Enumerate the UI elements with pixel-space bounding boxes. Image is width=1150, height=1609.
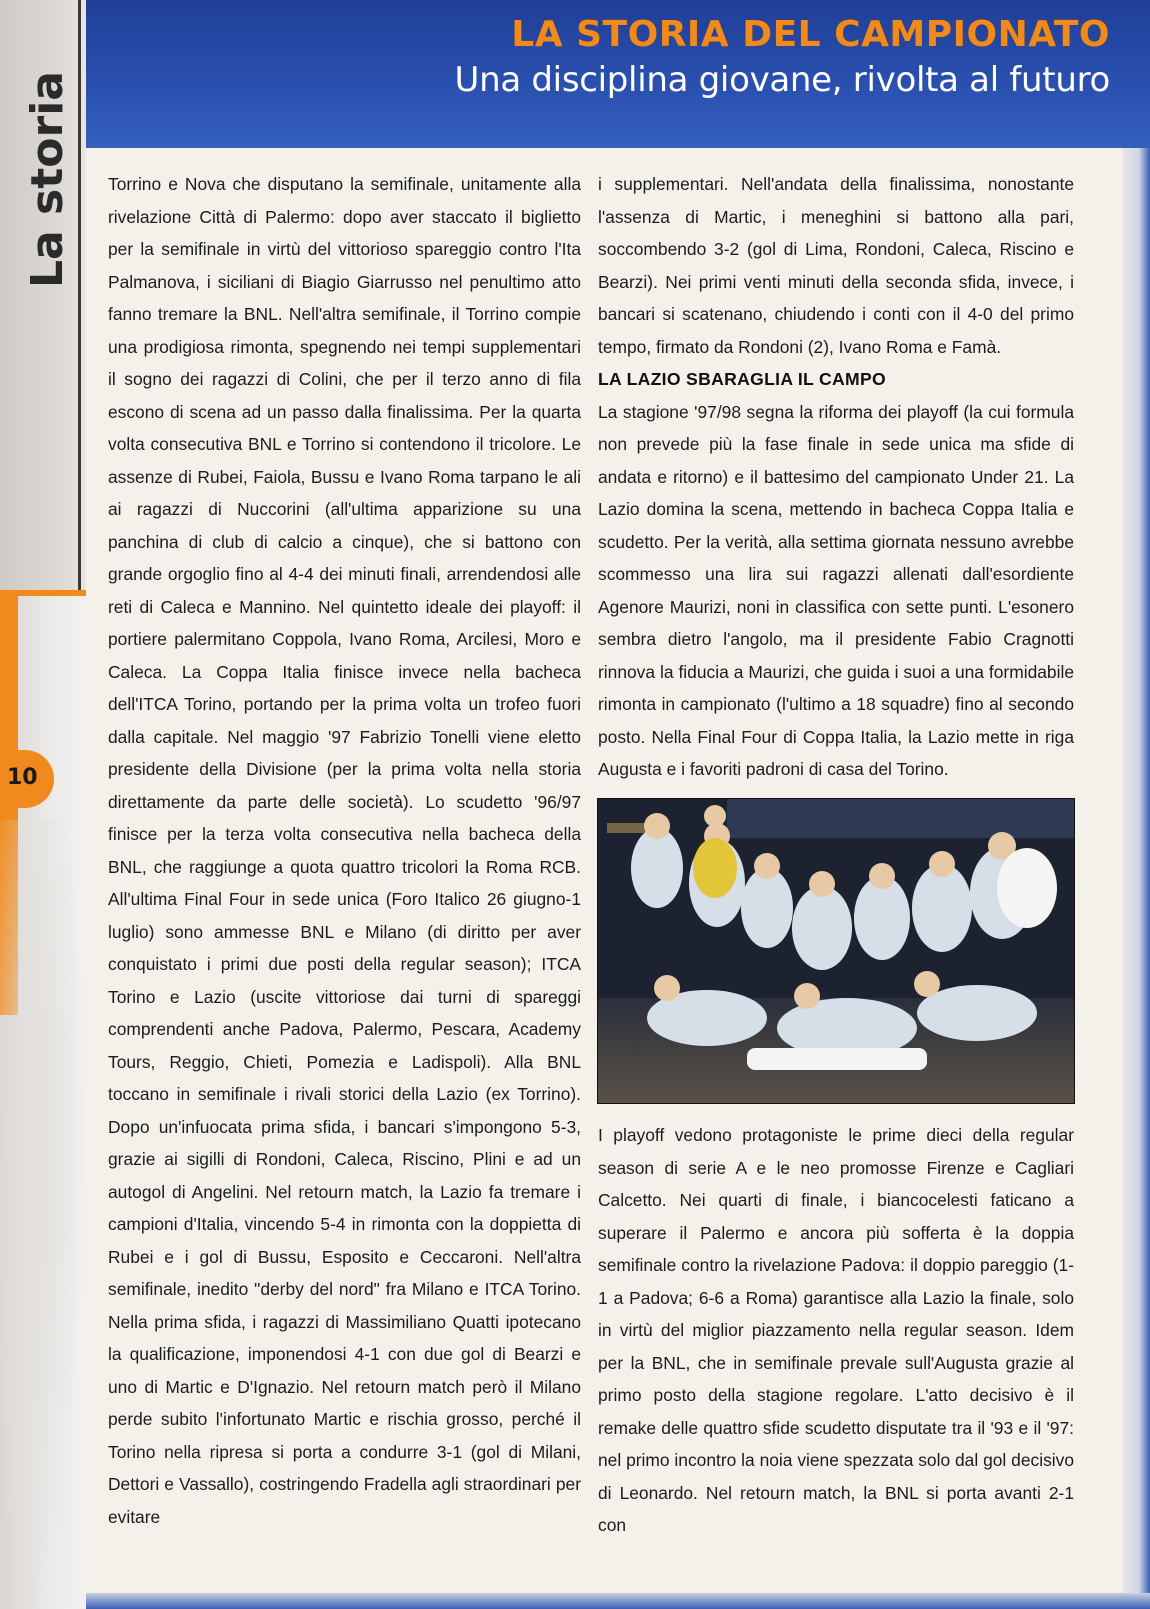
article-right-column — [598, 168, 1074, 786]
sidebar-divider-line — [78, 0, 81, 590]
right-edge-strip — [1122, 148, 1150, 1609]
team-photo-illustration — [597, 798, 1075, 1104]
section-heading: LA LAZIO SBARAGLIA IL CAMPO — [598, 369, 886, 389]
sidebar-background-photo — [0, 820, 86, 1609]
page-title: LA STORIA DEL CAMPIONATO — [511, 14, 1110, 55]
page-subtitle: Una disciplina giovane, rivolta al futuro — [454, 60, 1110, 100]
article-left-column — [108, 168, 581, 1533]
bottom-edge-strip — [86, 1593, 1150, 1609]
article-paragraph: i supplementari. Nell'andata della finalissima, nonostante l'assenza di Martic, i meneghini si battono alla pari, soccombendo 3-2 (gol di Lima, Rondoni, Caleca, Riscino e Bearzi). Nei primi venti minuti della seconda sfida, invece, i bancari si scatenano, chiudendo i conti con il 4-0 del primo tempo, firmato da Rondoni (2), Ivano Roma e Famà. — [598, 174, 1074, 357]
article-paragraph: La stagione '97/98 segna la riforma dei playoff (la cui formula non prevede più la fase finale in sede unica ma sfide di andata e ritorno) e il battesimo del campionato Under 21. La Lazio domina la scena, mettendo in bacheca Coppa Italia e scudetto. Per la verità, alla settima giornata nessuno avrebbe scommesso una lira sui ragazzi allenati dall'esordiente Agenore Maurizi, noni in classifica con sette punti. L'esonero sembra dietro l'angolo, ma il presidente Fabio Cragnotti rinnova la fiducia a Maurizi, che guida i suoi a una formidabile rimonta in campionato (l'ultimo a 18 squadre) fino al secondo posto. Nella Final Four di Coppa Italia, la Lazio mette in riga Augusta e i favoriti padroni di casa del Torino. — [598, 401, 1074, 779]
header-band — [86, 0, 1150, 148]
article-paragraph: Torrino e Nova che disputano la semifinale, unitamente alla rivelazione Città di Palermo: dopo aver staccato il biglietto per la semifinale in virtù del vittorioso spareggio contro l'Ita Palmanova, i siciliani di Biagio Giarrusso nel penultimo atto fanno tremare la BNL. Nell'altra semifinale, il Torrino compie una prodigiosa rimonta, spegnendo nei tempi supplementari il sogno dei ragazzi di Colini, che per il terzo anno di fila escono di scena ad un passo dalla finalissima. Per la quarta volta consecutiva BNL e Torrino si contendono il tricolore. Le assenze di Rubei, Faiola, Bussu e Ivano Roma tarpano le ali ai ragazzi di Nuccorini (all'ultima apparizione su una panchina di club di calcio a cinque), che si battono con grande orgoglio fino al 4-4 dei minuti finali, arrendendosi alle reti di Caleca e Mannino. Nel quintetto ideale dei playoff: il portiere palermitano Coppola, Ivano Roma, Arcilesi, Moro e Caleca. La Coppa Italia finisce invece nella bacheca dell'ITCA Torino, portando per la prima volta un trofeo fuori dalla capitale. Nel maggio '97 Fabrizio Tonelli viene eletto presidente della Divisione (per la prima volta nella storia direttamente da parte delle società). Lo scudetto '96/97 finisce per la terza volta consecutiva nella bacheca della BNL, che raggiunge a quota quattro tricolori la Roma RCB. All'ultima Final Four in sede unica (Foro Italico 26 giugno-1 luglio) sono ammesse BNL e Milano (di diritto per aver conquistato i primi due posti della regular season); ITCA Torino e Lazio (uscite vittoriose dai turni di spareggi comprendenti anche Padova, Palermo, Pescara, Academy Tours, Reggio, Chieti, Pomezia e Ladispoli). Alla BNL toccano in semifinale i rivali storici della Lazio (ex Torrino). Dopo un'infuocata prima sfida, i bancari s'impongono 5-3, grazie ai sigilli di Rondoni, Caleca, Riscino, Plini e ad un autogol di Angelini. Nel retourn match, la Lazio fa tremare i campioni d'Italia, vincendo 5-4 in rimonta con la doppietta di Rubei e i gol di Bussu, Esposito e Ceccaroni. Nell'altra semifinale, inedito "derby del nord" fra Milano e ITCA Torino. Nella prima sfida, i ragazzi di Massimiliano Quatti ipotecano la qualificazione, imponendosi 4-1 con due gol di Bearzi e uno di Martic e D'Ignazio. Nel retourn match però il Milano perde subito l'infortunato Martic e rischia grosso, perché il Torino nella ripresa si porta a condurre 3-1 (gol di Milani, Dettori e Vassallo), costringendo Fradella agli straordinari per evitare — [108, 174, 581, 1527]
team-photo — [597, 798, 1075, 1104]
article-right-column-continued — [598, 1119, 1074, 1542]
page-number: 10 — [7, 765, 38, 790]
section-label: La storia — [22, 71, 73, 288]
article-paragraph: I playoff vedono protagoniste le prime dieci della regular season di serie A e le neo promosse Firenze e Cagliari Calcetto. Nei quarti di finale, i biancocelesti faticano a superare il Palermo e ancora più sofferta è la doppia semifinale contro la rivelazione Padova: il doppio pareggio (1-1 a Padova; 6-6 a Roma) garantisce alla Lazio la finale, solo in virtù del miglior piazzamento nella regular season. Idem per la BNL, che in semifinale prevale sull'Augusta grazie al primo posto della stagione regolare. L'atto decisivo è il remake delle quattro sfide scudetto disputate tra il '93 e il '97: nel primo incontro la noia viene spezzata solo dal gol decisivo di Leonardo. Nel retourn match, la BNL si porta avanti 2-1 con — [598, 1125, 1074, 1535]
